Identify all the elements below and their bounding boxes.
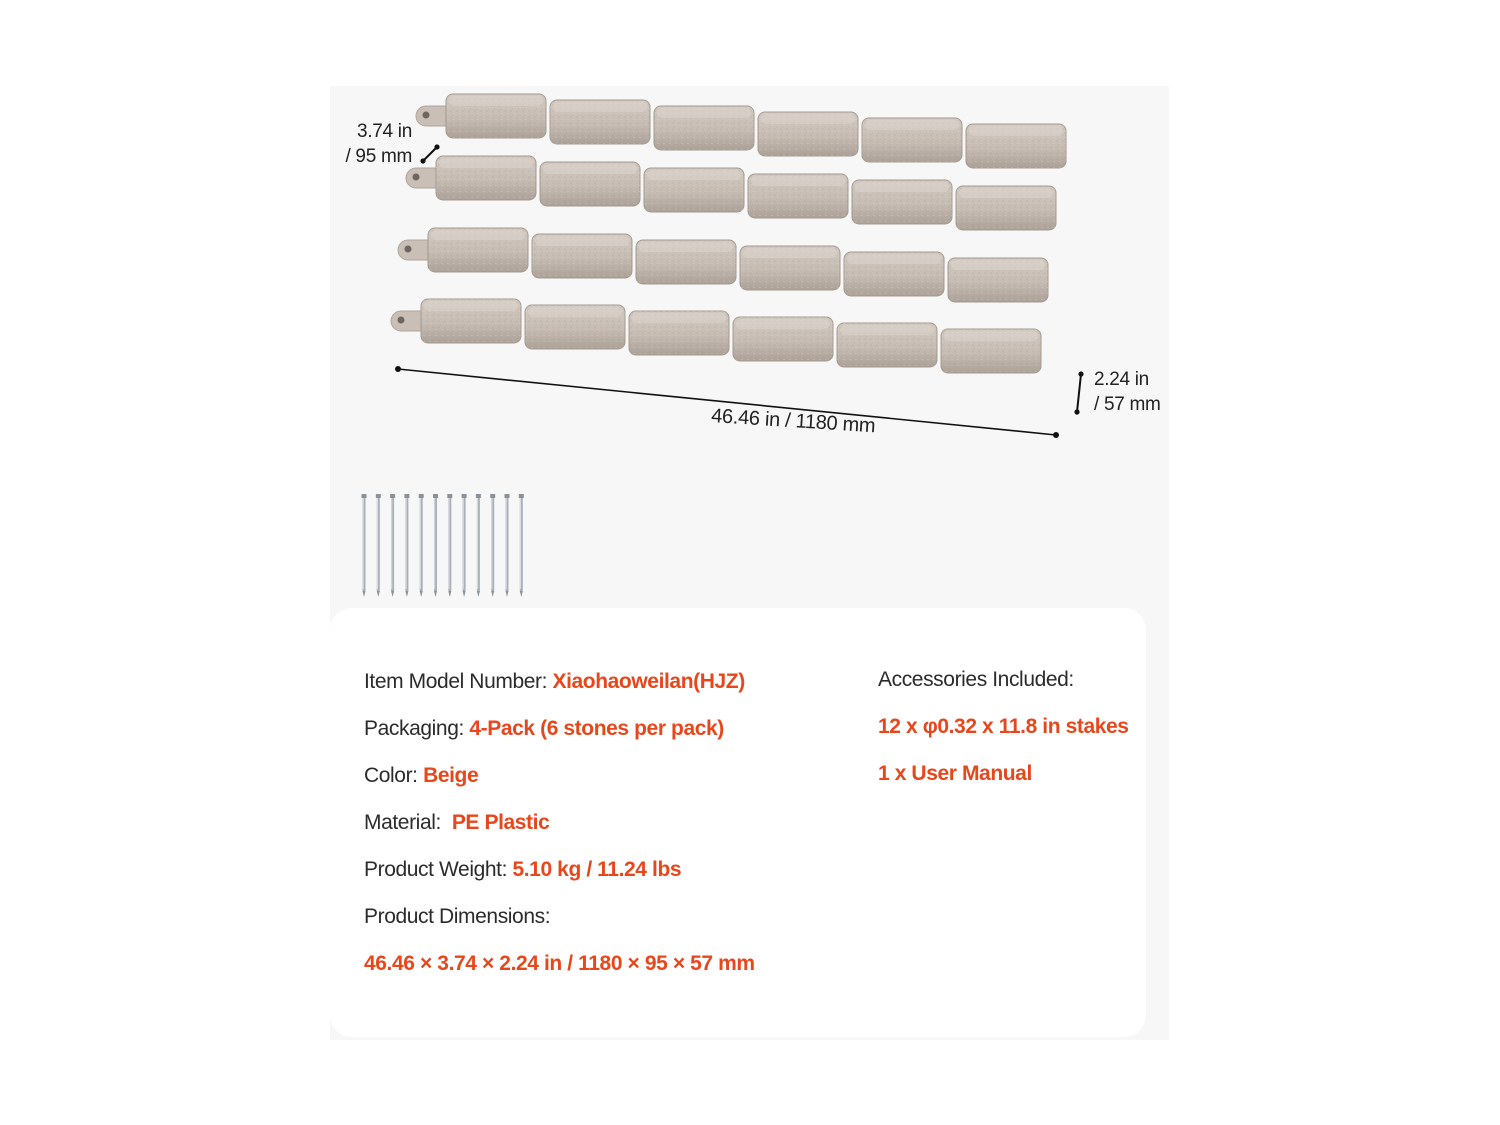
edging-stones-illustration	[330, 86, 1169, 626]
spec-weight-value: 5.10 kg / 11.24 lbs	[512, 858, 682, 881]
edging-stone	[758, 112, 858, 156]
ground-stakes	[362, 494, 524, 597]
spec-color	[364, 762, 478, 790]
stake-hole	[405, 246, 412, 253]
depth-dimension-end	[434, 144, 439, 149]
stake	[404, 494, 409, 597]
depth-millimeters: / 95 mm	[345, 146, 412, 167]
edging-stone	[436, 156, 536, 200]
depth-dimension-start	[420, 158, 425, 163]
depth-dimension-label	[336, 119, 412, 169]
spec-model	[364, 668, 745, 696]
stake-hole	[413, 174, 420, 181]
spec-packaging	[364, 715, 724, 743]
stake	[476, 494, 481, 597]
edging-stone	[748, 174, 848, 218]
height-inches: 2.24 in	[1094, 369, 1149, 390]
edging-stone	[629, 311, 729, 355]
spec-dimensions-label: Product Dimensions:	[364, 905, 551, 928]
stake-hole	[398, 317, 405, 324]
edging-stone	[844, 252, 944, 296]
spec-material	[364, 809, 549, 837]
depth-dimension-line	[423, 147, 437, 161]
accessories-section	[878, 666, 1129, 788]
height-dimension-end	[1074, 409, 1079, 414]
stone-strip	[406, 156, 1056, 230]
depth-inches: 3.74 in	[357, 121, 412, 142]
edging-stone	[956, 186, 1056, 230]
spec-material-value: PE Plastic	[451, 811, 550, 834]
stake	[490, 494, 495, 597]
edging-stone	[941, 329, 1041, 373]
height-dimension-start	[1078, 371, 1083, 376]
spec-packaging-label: Packaging:	[364, 717, 464, 740]
edging-stone	[852, 180, 952, 224]
edging-stone	[525, 305, 625, 349]
spec-weight	[364, 856, 681, 884]
edging-stone	[837, 323, 937, 367]
edging-stone	[428, 228, 528, 272]
stake-hole	[423, 112, 430, 119]
spec-model-label: Item Model Number:	[364, 670, 548, 693]
spec-color-value: Beige	[423, 764, 479, 787]
stake	[447, 494, 452, 597]
edging-stone	[644, 168, 744, 212]
edging-stone	[862, 118, 962, 162]
spec-dimensions	[364, 903, 550, 931]
edging-stone	[532, 234, 632, 278]
spec-weight-label: Product Weight:	[364, 858, 508, 881]
edging-stone	[446, 94, 546, 138]
stake	[433, 494, 438, 597]
edging-stone	[733, 317, 833, 361]
edging-stone	[740, 246, 840, 290]
width-dimension-label: 46.46 in / 1180 mm	[710, 404, 876, 438]
stake	[362, 494, 367, 597]
edging-stone	[948, 258, 1048, 302]
stake	[519, 494, 524, 597]
width-dimension-end	[1053, 432, 1059, 438]
spec-dimensions-value-line	[364, 950, 755, 978]
accessory-stakes: 12 x φ0.32 x 11.8 in stakes	[878, 715, 1129, 738]
spec-dimensions-value: 46.46 × 3.74 × 2.24 in / 1180 × 95 × 57 mm	[364, 952, 755, 975]
stone-strips	[391, 94, 1066, 373]
spec-material-label: Material:	[364, 811, 441, 834]
edging-stone	[654, 106, 754, 150]
spec-color-label: Color:	[364, 764, 418, 787]
spec-model-value: Xiaohaoweilan(HJZ)	[552, 670, 745, 693]
stake	[505, 494, 510, 597]
stone-strip	[391, 299, 1041, 373]
width-dimension-start	[395, 366, 401, 372]
height-dimension-line	[1077, 374, 1081, 412]
accessory-manual: 1 x User Manual	[878, 762, 1032, 785]
edging-stone	[540, 162, 640, 206]
edging-stone	[966, 124, 1066, 168]
edging-stone	[550, 100, 650, 144]
height-dimension-label	[1094, 367, 1161, 417]
edging-stone	[421, 299, 521, 343]
edging-stone	[636, 240, 736, 284]
accessories-title: Accessories Included:	[878, 668, 1074, 691]
specifications-card	[330, 608, 1146, 1037]
spec-packaging-value: 4-Pack (6 stones per pack)	[469, 717, 724, 740]
stake	[419, 494, 424, 597]
stake	[462, 494, 467, 597]
height-millimeters: / 57 mm	[1094, 394, 1161, 415]
stone-strip	[398, 228, 1048, 302]
stake	[390, 494, 395, 597]
stake	[376, 494, 381, 597]
